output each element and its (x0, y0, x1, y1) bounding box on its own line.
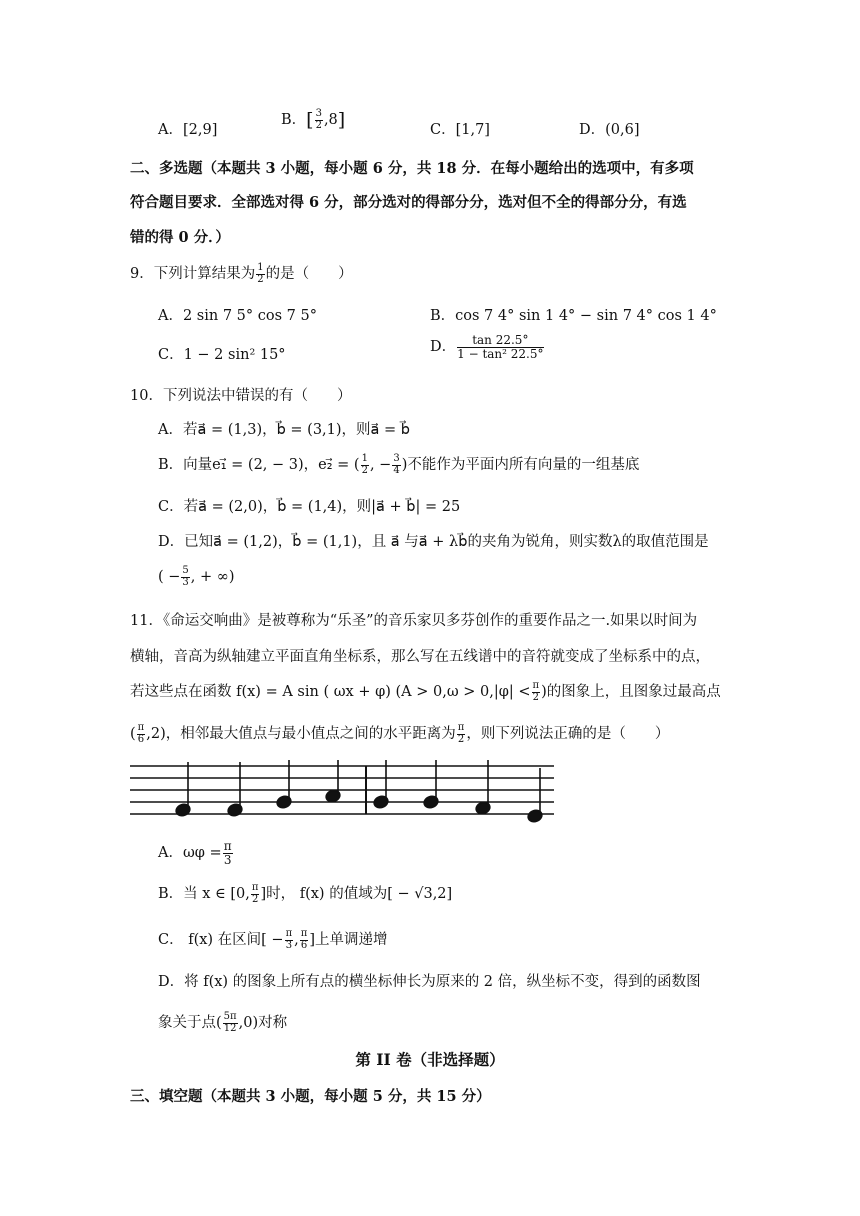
q11-stem-line3: 若这些点在函数 f(x) = A sin ( ωx + φ) (A > 0,ω > 0,|φ| < $\frac{\pi}{2}$ )的图象上，且图象过最高点 (130, 680, 721, 703)
q11-stem-line4: ( $\frac{\pi}{6}$ ,2)，相邻最大值点与最小值点之间的水平距离为 $\frac{\pi}{2}$ ，则下列说法正确的是（ ） (130, 722, 670, 745)
q11-option-c: C． f(x) 在区间[ − $\frac{\pi}{3}$ , $\frac{\pi}{6}$ ]上单调递增 (158, 928, 388, 951)
q10-option-c: C．若a⃗ = (2,0)，b⃗ = (1,4)，则|a⃗ + b⃗| = 25 (158, 499, 461, 515)
section-2-line2: 符合题目要求．全部选对得 6 分，部分选对的得部分分，选对但不全的得部分分，有选 (130, 194, 687, 211)
note-head (527, 808, 544, 823)
music-staff (130, 760, 554, 828)
q11-option-d-line1: D．将 f(x) 的图象上所有点的横坐标伸长为原来的 2 倍，纵坐标不变，得到的函数图 (158, 974, 701, 990)
q11-stem-line1: 11．《命运交响曲》是被尊称为“乐圣”的音乐家贝多芬创作的重要作品之一.如果以时间为 (130, 613, 698, 629)
note-head (373, 794, 390, 809)
q10-option-b: B．向量e₁⃗ = (2, − 3)，e₂⃗ = ( $\frac{1}{2}$ , − $\frac{3}{4}$ )不能作为平面内所有向量的一组基底 (158, 453, 640, 476)
note-head (276, 794, 293, 809)
section-3-heading: 三、填空题（本题共 3 小题，每小题 5 分，共 15 分） (130, 1088, 491, 1105)
note-head (423, 794, 440, 809)
q10-stem: 10．下列说法中错误的有（ ） (130, 388, 352, 404)
q8-option-d: D．(0,6] (579, 122, 640, 138)
section-2-line3: 错的得 0 分．） (130, 229, 230, 246)
section-2-line1: 二、多选题（本题共 3 小题，每小题 6 分，共 18 分．在每小题给出的选项中，有多项 (130, 160, 694, 177)
q11-stem-line2: 横轴，音高为纵轴建立平面直角坐标系，那么写在五线谱中的音符就变成了坐标系中的点， (130, 649, 710, 665)
q8-option-b: B．[ $\frac{3}{2}$ ,8] (281, 108, 346, 131)
q9-option-d: D． $\frac{\tan 22.5^\circ}{\text{1 − tan² 22.5°}}$ (430, 333, 544, 361)
q9-option-b: B．cos 7 4° sin 1 4° − sin 7 4° cos 1 4° (430, 308, 717, 324)
q9-stem: 9．下列计算结果为 $\frac{1}{2}$ 的是（ ） (130, 262, 353, 285)
q10-option-a: A．若a⃗ = (1,3)，b⃗ = (3,1)，则a⃗ = b⃗ (158, 422, 411, 438)
q10-option-d-line1: D．已知a⃗ = (1,2)，b⃗ = (1,1)，且 a⃗ 与a⃗ + λb⃗的夹角为锐角，则实数λ的取值范围是 (158, 534, 709, 550)
q9-option-a: A．2 sin 7 5° cos 7 5° (158, 308, 317, 324)
q8-option-a: A．[2,9] (158, 122, 218, 138)
q10-option-d-line2: ( − $\frac{5}{3}$ , + ∞) (158, 565, 235, 588)
q11-option-b: B．当 x ∈ [0, $\frac{\pi}{2}$ ]时， f(x) 的值域为[ − √3,2] (158, 882, 453, 905)
q11-option-d-line2: 象关于点( $\frac{5\pi}{12}$ ,0)对称 (158, 1011, 288, 1034)
note-head (227, 802, 244, 817)
music-staff-figure (130, 760, 554, 832)
q11-option-a: A．ωφ = $\frac{\pi}{3}$ (158, 839, 232, 867)
q9-option-c: C．1 − 2 sin² 15° (158, 347, 286, 363)
part-2-title: 第 II 卷（非选择题） (355, 1050, 505, 1069)
note-head (175, 802, 192, 817)
q8-option-c: C．[1,7] (430, 122, 490, 138)
